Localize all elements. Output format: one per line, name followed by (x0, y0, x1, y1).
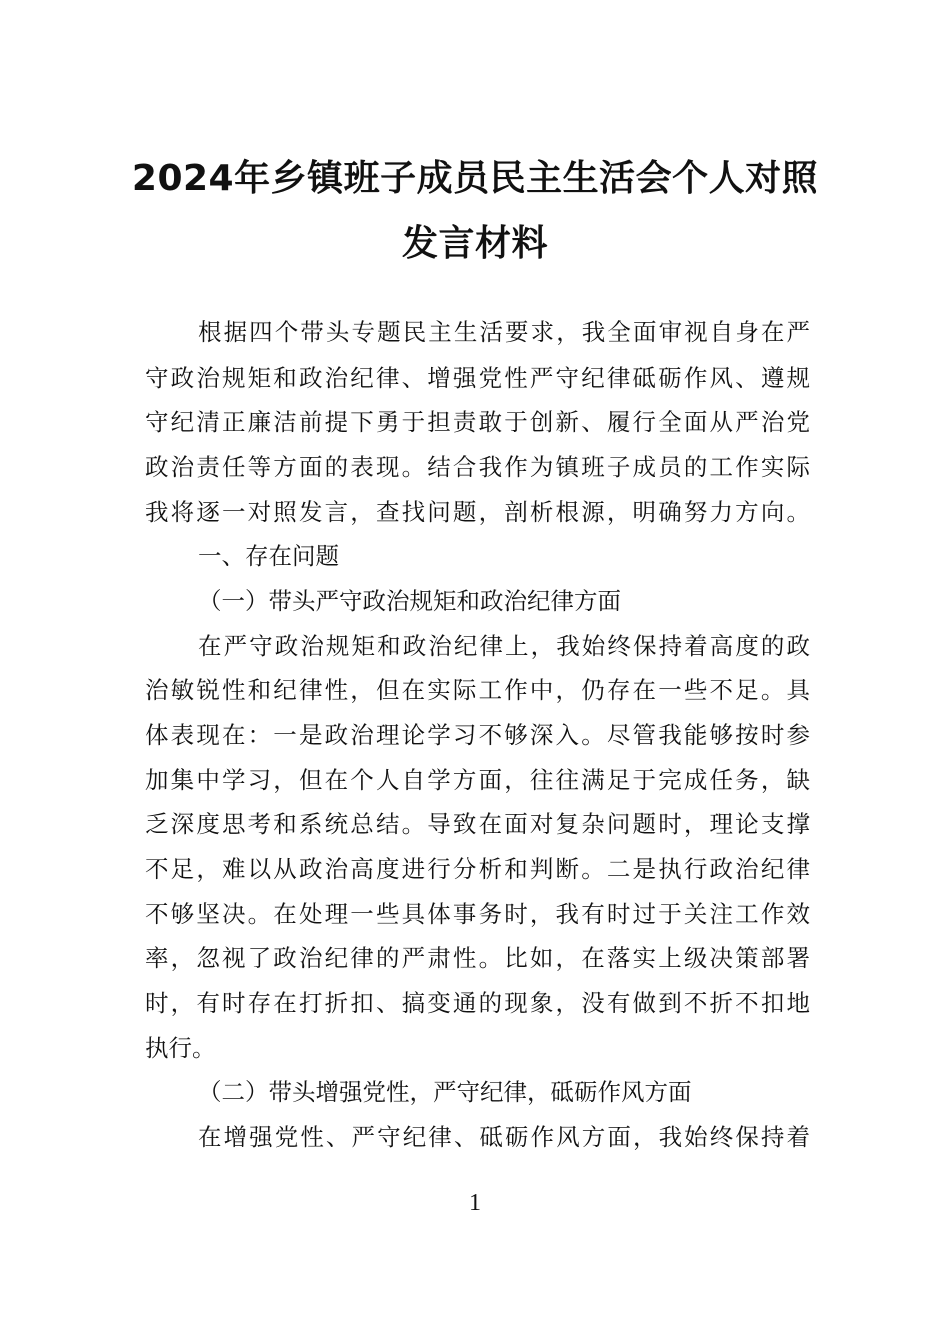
subsection-heading: （二）带头增强党性，严守纪律，砥砺作风方面 (198, 1078, 692, 1106)
body-paragraph-line: 体表现在：一是政治理论学习不够深入。尽管我能够按时参 (145, 721, 810, 749)
body-paragraph-line: 率，忽视了政治纪律的严肃性。比如，在落实上级决策部署 (145, 944, 810, 972)
body-paragraph-line: 时，有时存在打折扣、搞变通的现象，没有做到不折不扣地 (145, 989, 810, 1017)
subsection-heading: （一）带头严守政治规矩和政治纪律方面 (198, 587, 621, 615)
page-number: 1 (469, 1190, 481, 1216)
document-title-line-2: 发言材料 (401, 223, 548, 264)
body-paragraph-line: 在严守政治规矩和政治纪律上，我始终保持着高度的政 (198, 632, 810, 660)
intro-paragraph-line: 政治责任等方面的表现。结合我作为镇班子成员的工作实际 (145, 453, 810, 481)
intro-paragraph-line: 守纪清正廉洁前提下勇于担责敢于创新、履行全面从严治党 (145, 408, 810, 436)
body-paragraph-line: 不足，难以从政治高度进行分析和判断。二是执行政治纪律 (145, 855, 810, 883)
intro-paragraph-line: 守政治规矩和政治纪律、增强党性严守纪律砥砺作风、遵规 (145, 364, 810, 392)
intro-paragraph-line: 根据四个带头专题民主生活要求，我全面审视自身在严 (198, 318, 810, 346)
body-paragraph-line: 乏深度思考和系统总结。导致在面对复杂问题时，理论支撑 (145, 810, 810, 838)
section-heading: 一、存在问题 (198, 542, 339, 570)
body-paragraph-line: 不够坚决。在处理一些具体事务时，我有时过于关注工作效 (145, 900, 810, 928)
body-paragraph-line: 加集中学习，但在个人自学方面，往往满足于完成任务，缺 (145, 766, 810, 794)
body-paragraph-line: 在增强党性、严守纪律、砥砺作风方面，我始终保持着 (198, 1123, 810, 1151)
body-paragraph-line: 执行。 (145, 1034, 216, 1062)
document-title-line-1: 2024年乡镇班子成员民主生活会个人对照 (131, 158, 819, 199)
intro-paragraph-line: 我将逐一对照发言，查找问题，剖析根源，明确努力方向。 (145, 498, 810, 526)
body-paragraph-line: 治敏锐性和纪律性，但在实际工作中，仍存在一些不足。具 (145, 676, 810, 704)
